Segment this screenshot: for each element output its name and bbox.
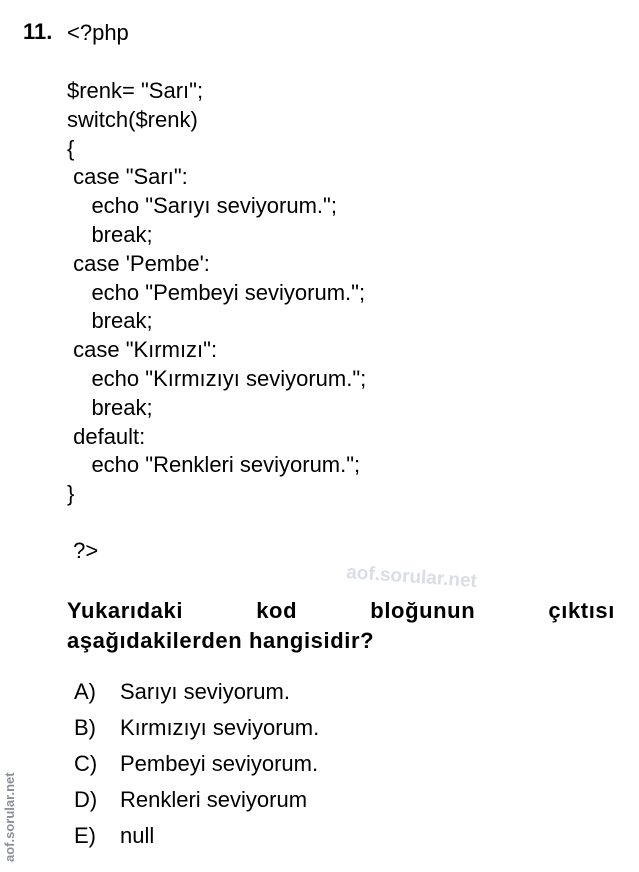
prompt-word: Yukarıdaki bbox=[67, 598, 184, 623]
question-prompt-line-1 bbox=[67, 596, 615, 626]
question-prompt-line-2: aşağıdakilerden hangisidir? bbox=[67, 628, 375, 653]
code-line: ?> bbox=[67, 538, 99, 563]
option-c[interactable] bbox=[74, 751, 318, 777]
option-label: D) bbox=[74, 787, 98, 812]
code-line: break; bbox=[67, 308, 153, 333]
code-line: echo "Sarıyı seviyorum."; bbox=[67, 193, 337, 218]
option-a[interactable] bbox=[74, 679, 290, 705]
option-b[interactable] bbox=[74, 715, 319, 741]
prompt-word: bloğunun bbox=[370, 598, 476, 623]
option-text: Pembeyi seviyorum. bbox=[120, 751, 319, 776]
option-label: C) bbox=[74, 751, 98, 776]
code-line: case 'Pembe': bbox=[67, 251, 210, 276]
code-line: { bbox=[67, 136, 75, 161]
code-line: break; bbox=[67, 222, 153, 247]
code-line: echo "Pembeyi seviyorum."; bbox=[67, 280, 366, 305]
side-watermark: aof.sorular.net bbox=[2, 772, 17, 862]
option-text: Renkleri seviyorum bbox=[120, 787, 308, 812]
code-line: echo "Kırmızıyı seviyorum."; bbox=[67, 366, 367, 391]
option-text: null bbox=[120, 823, 155, 848]
option-text: Kırmızıyı seviyorum. bbox=[120, 715, 320, 740]
option-label: A) bbox=[74, 679, 96, 704]
code-line: break; bbox=[67, 395, 153, 420]
option-label: B) bbox=[74, 715, 96, 740]
option-text: Sarıyı seviyorum. bbox=[120, 679, 290, 704]
prompt-word: kod bbox=[256, 598, 298, 623]
option-e[interactable] bbox=[74, 823, 154, 849]
code-line: <?php bbox=[67, 20, 129, 45]
prompt-word: çıktısı bbox=[548, 598, 615, 623]
code-line: } bbox=[67, 481, 75, 506]
code-line: $renk= "Sarı"; bbox=[67, 78, 204, 103]
option-d[interactable] bbox=[74, 787, 307, 813]
watermark: aof.sorular.net bbox=[345, 562, 478, 593]
code-line: case "Sarı": bbox=[67, 164, 188, 189]
question-number: 11. bbox=[23, 19, 53, 44]
code-line: default: bbox=[67, 424, 146, 449]
question-prompt bbox=[67, 596, 615, 656]
code-line: case "Kırmızı": bbox=[67, 337, 218, 362]
code-line: echo "Renkleri seviyorum."; bbox=[67, 452, 361, 477]
code-line: switch($renk) bbox=[67, 107, 198, 132]
option-label: E) bbox=[74, 823, 96, 848]
